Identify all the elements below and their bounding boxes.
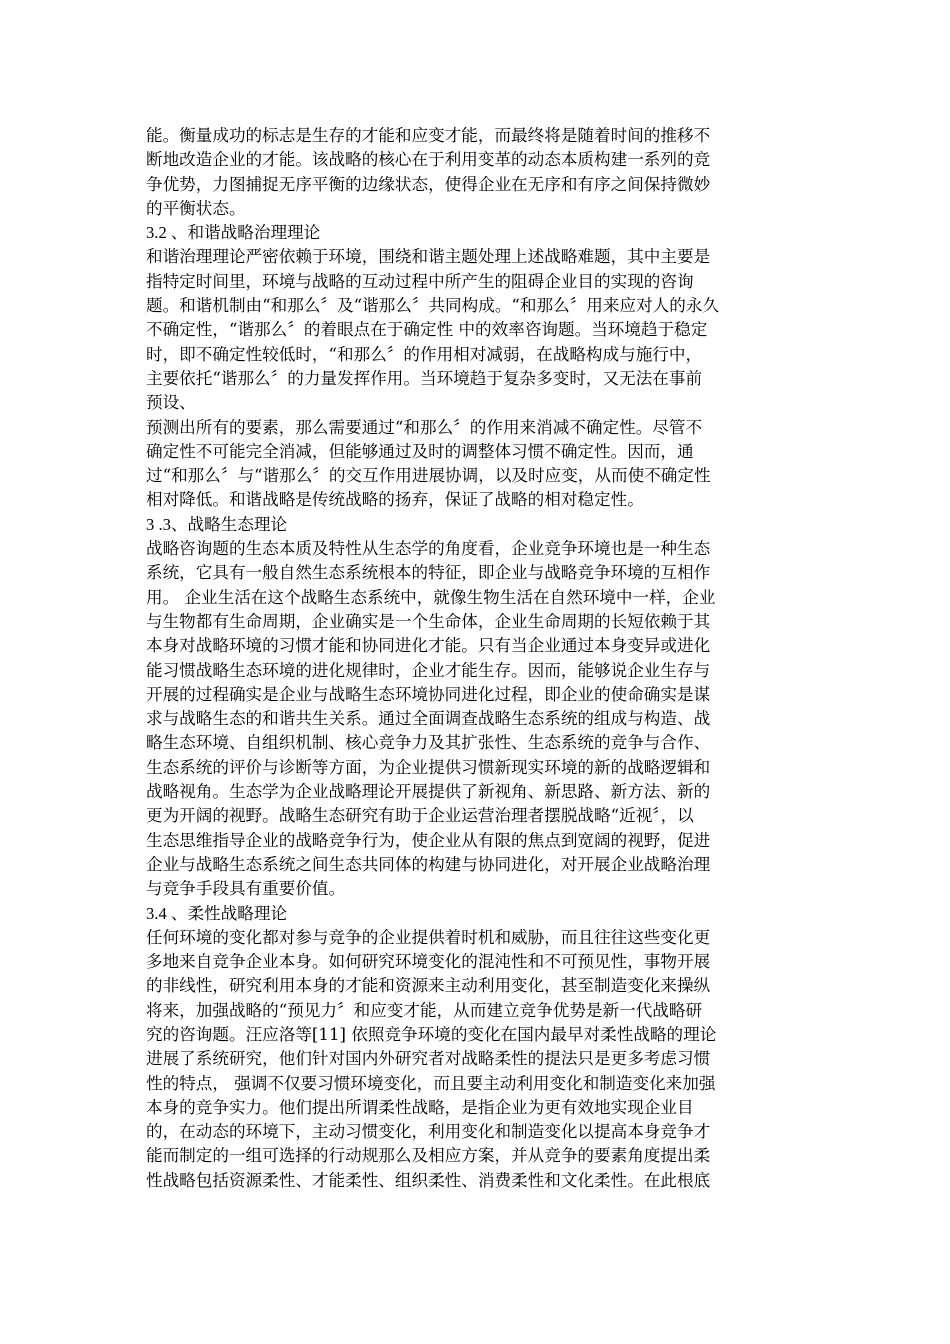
- text-line: 生态系统的评价与诊断等方面，为企业提供习惯新现实环境的新的战略逻辑和: [146, 757, 711, 777]
- text-line: 与生物都有生命周期，企业确实是一个生命体，企业生命周期的长短依赖于其: [146, 611, 711, 631]
- text-line: 题。和谐机制由“和那么〞及“谐那么〞共同构成。“和那么〞用来应对人的永久: [146, 296, 720, 316]
- document-body: [146, 124, 806, 1193]
- text-line: 预设、: [146, 393, 196, 413]
- text-line: 更为开阔的视野。战略生态研究有助于企业运营治理者摆脱战略“近视〞，以: [146, 806, 694, 826]
- text-line: 过“和那么〞与“谐那么〞的交互作用进展协调，以及时应变，从而使不确定性: [146, 466, 711, 486]
- text-line: 能。衡量成功的标志是生存的才能和应变才能，而最终将是随着时间的推移不: [146, 126, 711, 145]
- section-heading: 3.2 、和谐战略治理理论: [146, 223, 321, 243]
- text-line: 主要依托“谐那么〞的力量发挥作用。当环境趋于复杂多变时，又无法在事前: [146, 368, 703, 388]
- text-line: 进展了系统研究，他们针对国内外研究者对战略柔性的提法只是更多考虑习惯: [146, 1049, 711, 1069]
- text-line: 本身的竞争实力。他们提出所谓柔性战略，是指企业为更有效地实现企业目: [146, 1097, 694, 1117]
- text-line: 性战略包括资源柔性、才能柔性、组织柔性、消费柔性和文化柔性。在此根底: [146, 1170, 711, 1190]
- text-line: 与竞争手段具有重要价值。: [146, 879, 346, 899]
- text-line: 开展的过程确实是企业与战略生态环境协同进化过程，即企业的使命确实是谋: [146, 684, 711, 704]
- text-line: 预测出所有的要素，那么需要通过“和那么〞的作用来消减不确定性。尽管不: [146, 417, 703, 437]
- text-line: 多地来自竞争企业本身。如何研究环境变化的混沌性和不可预见性，事物开展: [146, 952, 711, 972]
- text-line: 系统，它具有一般自然生态系统根本的特征，即企业与战略竞争环境的互相作: [146, 563, 711, 583]
- text-line: 性的特点， 强调不仅要习惯环境变化，而且要主动利用变化和制造变化来加强: [146, 1073, 716, 1093]
- text-line: 相对降低。和谐战略是传统战略的扬弃，保证了战略的相对稳定性。: [146, 490, 644, 510]
- text-line: 和谐治理理论严密依赖于环境，围绕和谐主题处理上述战略难题，其中主要是: [146, 247, 711, 267]
- text-line: 确定性不可能完全消减，但能够通过及时的调整体习惯不确定性。因而，通: [146, 441, 694, 461]
- text-line: 本身对战略环境的习惯才能和协同进化才能。只有当企业通过本身变异或进化: [146, 636, 711, 656]
- text-line: 断地改造企业的才能。该战略的核心在于利用变革的动态本质构建一系列的竞: [146, 150, 711, 170]
- text-line: 战略咨询题的生态本质及特性从生态学的角度看，企业竞争环境也是一种生态: [146, 539, 711, 559]
- text-line: 用。 企业生活在这个战略生态系统中，就像生物生活在自然环境中一样，企业: [146, 587, 716, 607]
- text-line: 能而制定的一组可选择的行动规那么及相应方案，并从竞争的要素角度提出柔: [146, 1146, 711, 1166]
- text-line: 生态思维指导企业的战略竞争行为，使企业从有限的焦点到宽阔的视野，促进: [146, 830, 711, 850]
- text-line: 的，在动态的环境下，主动习惯变化，利用变化和制造变化以提高本身竞争才: [146, 1122, 711, 1142]
- text-line: 将来，加强战略的“预见力〞和应变才能，从而建立竞争优势是新一代战略研: [146, 1000, 703, 1020]
- text-line: 能习惯战略生态环境的进化规律时，企业才能生存。因而，能够说企业生存与: [146, 660, 711, 680]
- text-line: 略生态环境、自组织机制、核心竞争力及其扩张性、生态系统的竞争与合作、: [146, 733, 711, 753]
- text-line: 任何环境的变化都对参与竞争的企业提供着时机和威胁，而且往往这些变化更: [146, 927, 711, 947]
- text-line: 的平衡状态。: [146, 198, 246, 218]
- section-heading: 3.4 、柔性战略理论: [146, 903, 288, 923]
- text-line: 求与战略生态的和谐共生关系。通过全面调查战略生态系统的组成与构造、战: [146, 709, 711, 729]
- text-line: 企业与战略生态系统之间生态共同体的构建与协同进化，对开展企业战略治理: [146, 854, 711, 874]
- text-line: 指特定时间里，环境与战略的互动过程中所产生的阻碍企业目的实现的咨询: [146, 271, 694, 291]
- text-line: 的非线性，研究利用本身的才能和资源来主动利用变化，甚至制造变化来操纵: [146, 976, 711, 996]
- text-line: 战略视角。生态学为企业战略理论开展提供了新视角、新思路、新方法、新的: [146, 782, 711, 802]
- text-line: 不确定性，“谐那么〞的着眼点在于确定性 中的效率咨询题。当环境趋于稳定: [146, 320, 708, 340]
- text-line: 争优势，力图捕捉无序平衡的边缘状态，使得企业在无序和有序之间保持微妙: [146, 174, 711, 194]
- text-line: 究的咨询题。汪应洛等[11] 依照竞争环境的变化在国内最早对柔性战略的理论: [146, 1024, 717, 1044]
- section-heading: 3 .3、战略生态理论: [146, 514, 288, 534]
- text-line: 时，即不确定性较低时，“和那么〞的作用相对减弱，在战略构成与施行中，: [146, 344, 703, 364]
